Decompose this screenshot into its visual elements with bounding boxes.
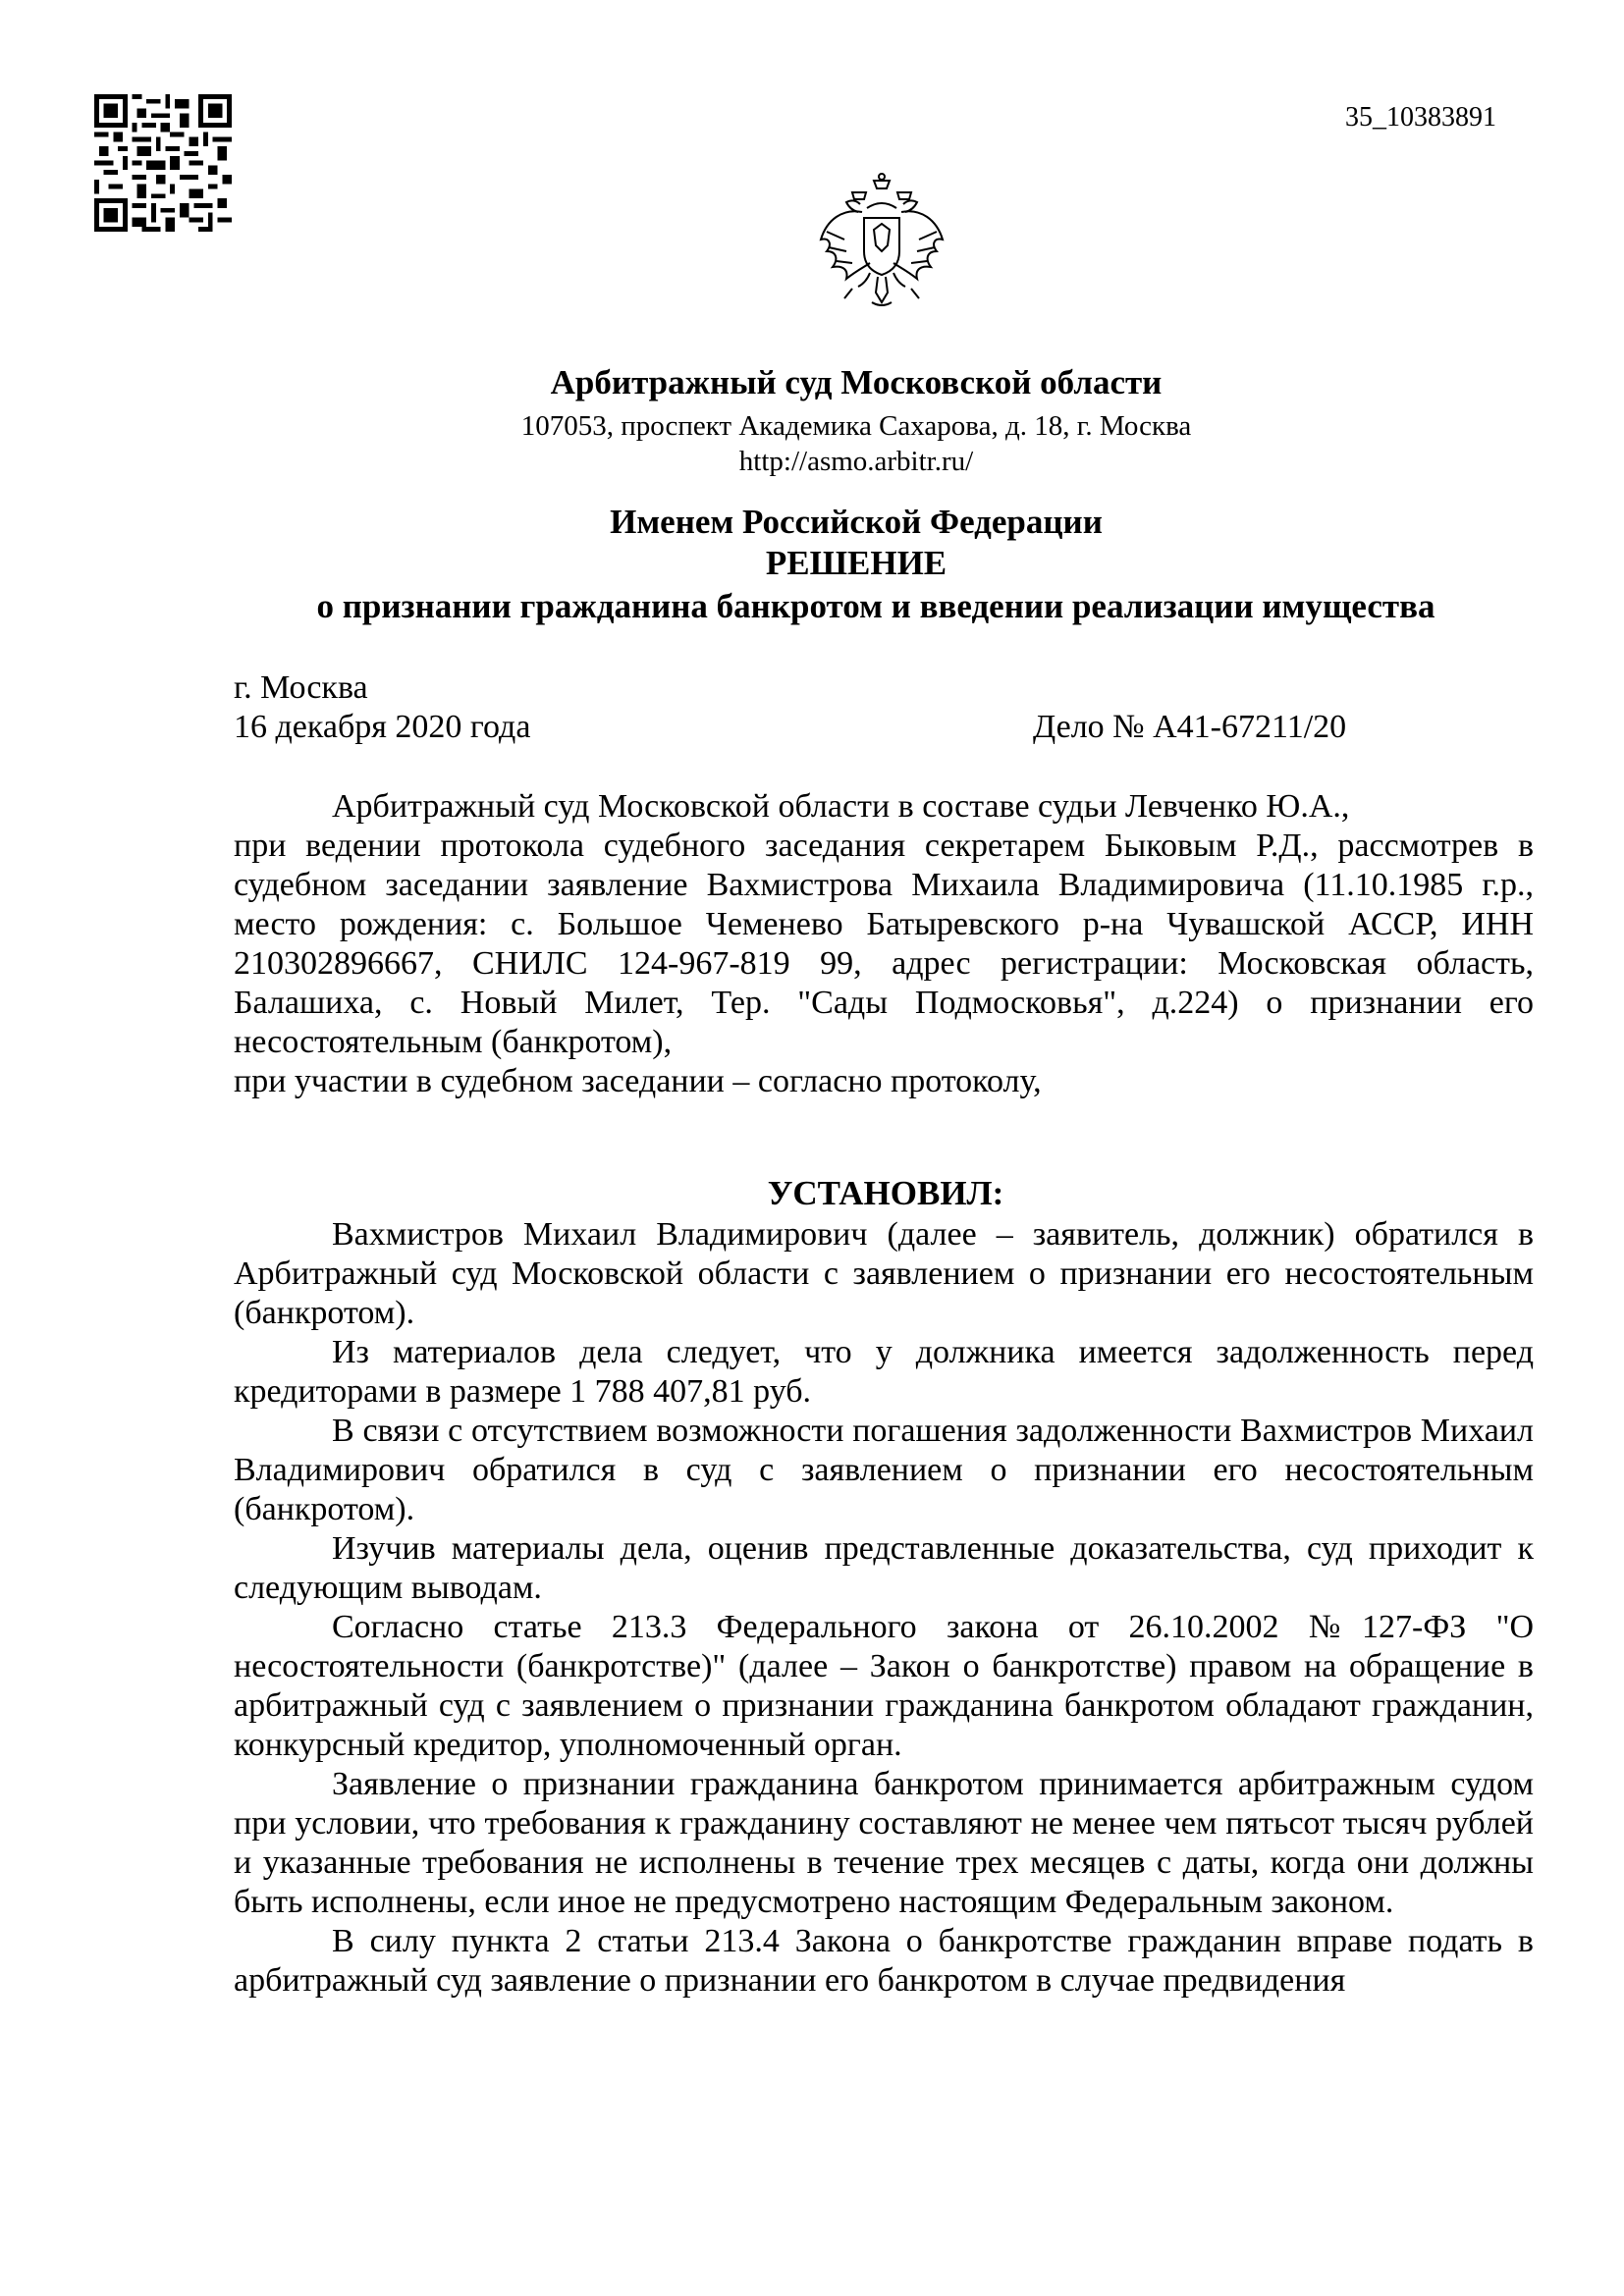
body-paragraph: Заявление о признании гражданина банкротом принимается арбитражным судом при условии, что требования к гражданину составляют не менее чем пятьсот тысяч рублей и указанные требования не исполнены в течение трех месяцев с даты, когда они должны быть исполнены, если иное не предусмотрено настоящим Федеральным законом. (234, 1766, 1534, 1920)
court-url: http://asmo.arbitr.ru/ (738, 446, 974, 477)
court-name: Арбитражный суд Московской области (550, 363, 1163, 401)
findings-block (234, 1215, 1534, 2001)
document-date: 16 декабря 2020 года (234, 709, 531, 745)
section-title: УСТАНОВИЛ: (767, 1174, 1004, 1212)
body-paragraph: В силу пункта 2 статьи 213.4 Закона о банкротстве гражданин вправе подать в арбитражный суд заявление о признании его банкротом в случае предвидения (234, 1923, 1534, 1999)
intro-paragraph: Арбитражный суд Московской области в составе судьи Левченко Ю.А., (332, 788, 1350, 825)
intro-paragraph: при участии в судебном заседании – согласно протоколу, (234, 1063, 1042, 1099)
court-address: 107053, проспект Академика Сахарова, д. 18, г. Москва (520, 410, 1192, 442)
body-paragraph: Изучив материалы дела, оценив представленные доказательства, суд приходит к следующим выводам. (234, 1530, 1534, 1606)
document-id: 35_10383891 (1345, 102, 1496, 133)
document-city: г. Москва (234, 669, 368, 706)
intro-paragraph: при ведении протокола судебного заседания секретарем Быковым Р.Д., рассмотрев в судебном заседании заявление Вахмистрова Михаила Владимировича (11.10.1985 г.р., место рождения: с. Большое Чеменево Батыревского р-на Чувашской АССР, ИНН 210302896667, СНИЛС 124-967-819 99, адрес регистрации: Московская область, Балашиха, с. Новый Милет, Тер. "Сады Подмосковья", д.224) о признании его несостоятельным (банкротом), (234, 828, 1534, 1060)
document-type-title: РЕШЕНИЕ (765, 544, 947, 582)
in-the-name-heading: Именем Российской Федерации (610, 503, 1103, 541)
case-number: Дело № А41-67211/20 (1033, 709, 1347, 745)
intro-block (234, 787, 1534, 1101)
body-paragraph: Вахмистров Михаил Владимирович (далее – заявитель, должник) обратился в Арбитражный суд Московской области с заявлением о признании его несостоятельным (банкротом). (234, 1216, 1534, 1331)
body-paragraph: Из материалов дела следует, что у должника имеется задолженность перед кредиторами в размере 1 788 407,81 руб. (234, 1334, 1534, 1410)
document-subject: о признании гражданина банкротом и введении реализации имущества (316, 587, 1435, 625)
qr-code-icon (94, 94, 232, 232)
body-paragraph: В связи с отсутствием возможности погашения задолженности Вахмистров Михаил Владимирович обратился в суд с заявлением о признании его несостоятельным (банкротом). (234, 1413, 1534, 1527)
coat-of-arms-icon (813, 169, 950, 314)
body-paragraph: Согласно статье 213.3 Федерального закона от 26.10.2002 №127-ФЗ "О несостоятельности (банкротстве)" (далее – Закон о банкротстве) правом на обращение в арбитражный суд с заявлением о признании гражданина банкротом обладают гражданин, конкурсный кредитор, уполномоченный орган. (234, 1609, 1534, 1763)
